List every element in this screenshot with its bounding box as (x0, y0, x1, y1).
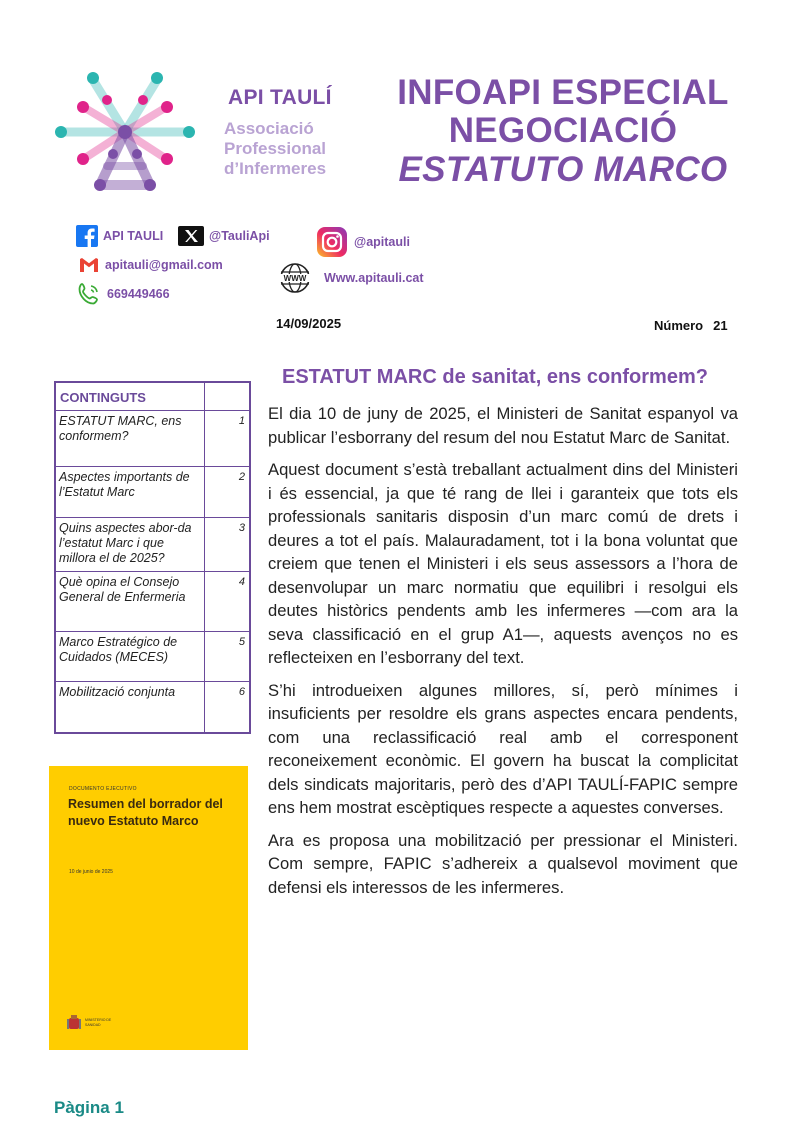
org-full-line: Professional (224, 139, 327, 158)
spain-crest-icon (67, 1014, 81, 1032)
facebook-label: API TAULI (103, 229, 164, 243)
org-full-name (224, 119, 326, 179)
toc-item-page: 3 (205, 518, 250, 572)
phone-contact[interactable] (76, 281, 170, 307)
issue-date: 14/09/2025 (276, 316, 342, 331)
title-line: NEGOCIACIÓ (448, 111, 678, 150)
instagram-icon (316, 226, 348, 258)
instagram-contact[interactable] (316, 226, 410, 258)
toc-item-label[interactable]: ESTATUT MARC, ens conformem? (56, 411, 205, 467)
toc-item-label[interactable]: Marco Estratégico de Cuidados (MECES) (56, 632, 205, 682)
svg-text:WWW: WWW (283, 274, 307, 283)
article-title: ESTATUT MARC de sanitat, ens conformem? (282, 366, 708, 388)
page-title (382, 74, 744, 190)
toc-row[interactable] (56, 632, 250, 682)
title-line: INFOAPI ESPECIAL (397, 73, 729, 112)
issue-number (654, 318, 728, 333)
toc-row[interactable] (56, 467, 250, 518)
article-paragraph: El dia 10 de juny de 2025, el Ministeri de Sanitat espanyol va publicar l’esborrany del resum del nou Estatut Marc de Sanitat. (268, 404, 738, 447)
email-label: apitauli@gmail.com (105, 258, 223, 272)
issue-number-label: Número (654, 318, 704, 333)
article-paragraph: Ara es proposa una mobilització per pressionar el Ministeri. Com sempre, FAPIC s’adhereix a qualsevol moviment que defensi els interessos de les infermeres. (268, 830, 738, 897)
web-label: Www.apitauli.cat (324, 271, 424, 285)
toc-heading-blank (205, 383, 250, 411)
phone-icon (76, 281, 102, 307)
x-label: @TauliApi (209, 229, 270, 243)
org-short-name: API TAULÍ (228, 86, 332, 109)
article-body (268, 402, 738, 908)
toc-item-page: 4 (205, 572, 250, 632)
toc-item-label[interactable]: Quins aspectes abor-da l’estatut Marc i que millora el de 2025? (56, 518, 205, 572)
gmail-icon (78, 254, 100, 276)
issue-number-value: 21 (713, 318, 728, 333)
org-full-line: Associació (224, 119, 314, 138)
x-contact[interactable] (178, 225, 270, 247)
article-paragraph: S’hi introdueixen algunes millores, sí, però mínimes i insuficients per resoldre els grans aspectes encara pendents, com una reclassificació real amb el corresponent reconeixement econòmic. El govern ha buscat la complicitat dels sindicats majoritaris, però des d’API TAULÍ-FAPIC sempre ens hem mostrat escèptiques respecte a aquestes converses. (268, 680, 738, 817)
toc-item-page: 2 (205, 467, 250, 518)
globe-www-icon (278, 262, 312, 294)
page-number: Pàgina 1 (54, 1098, 124, 1117)
email-contact[interactable] (78, 254, 223, 276)
document-cover-image (49, 766, 248, 1050)
toc-item-label[interactable]: Què opina el Consejo General de Enfermeria (56, 572, 205, 632)
article-paragraph: Aquest document s’està treballant actualment dins del Ministeri i és essencial, ja que té rang de llei i garanteix que tots els professionals sanitaris disposin d’un marc comú de drets i deures a tot el país. Malauradament, tot i la bona voluntat que creiem que tenen el Ministeri i els seus assessors a l’hora de desenvolupar un marc normatiu que equilibri i resolgui els deutes històrics pendents amb les infermeres —com ara la seva classificació en el grup A1—, aquests avenços no es reflecteixen en l’esborrany del text. (268, 460, 738, 667)
toc-item-label[interactable]: Mobilització conjunta (56, 682, 205, 733)
cover-label: DOCUMENTO EJECUTIVO (69, 786, 137, 792)
toc-item-page: 5 (205, 632, 250, 682)
toc-row[interactable] (56, 572, 250, 632)
toc-item-page: 6 (205, 682, 250, 733)
table-of-contents (54, 381, 251, 734)
org-full-line: d’Infermeres (224, 159, 327, 178)
toc-item-label[interactable]: Aspectes importants de l’Estatut Marc (56, 467, 205, 518)
title-line: ESTATUTO MARCO (398, 150, 728, 189)
toc-item-page: 1 (205, 411, 250, 467)
web-contact[interactable] (278, 262, 424, 294)
toc-row[interactable] (56, 682, 250, 733)
cover-date: 10 de junio de 2025 (69, 869, 113, 875)
phone-label: 669449466 (107, 287, 170, 301)
toc-row[interactable] (56, 518, 250, 572)
cover-title: Resumen del borrador del nuevo Estatuto Marco (68, 797, 223, 828)
cover-ministry: MINISTERIO DE SANIDAD (85, 1018, 112, 1027)
api-tauli-logo (55, 70, 195, 195)
facebook-icon (76, 225, 98, 247)
x-icon (178, 225, 204, 247)
instagram-label: @apitauli (354, 235, 410, 249)
toc-heading: CONTINGUTS (56, 383, 205, 411)
toc-row[interactable] (56, 411, 250, 467)
facebook-contact[interactable] (76, 225, 163, 247)
